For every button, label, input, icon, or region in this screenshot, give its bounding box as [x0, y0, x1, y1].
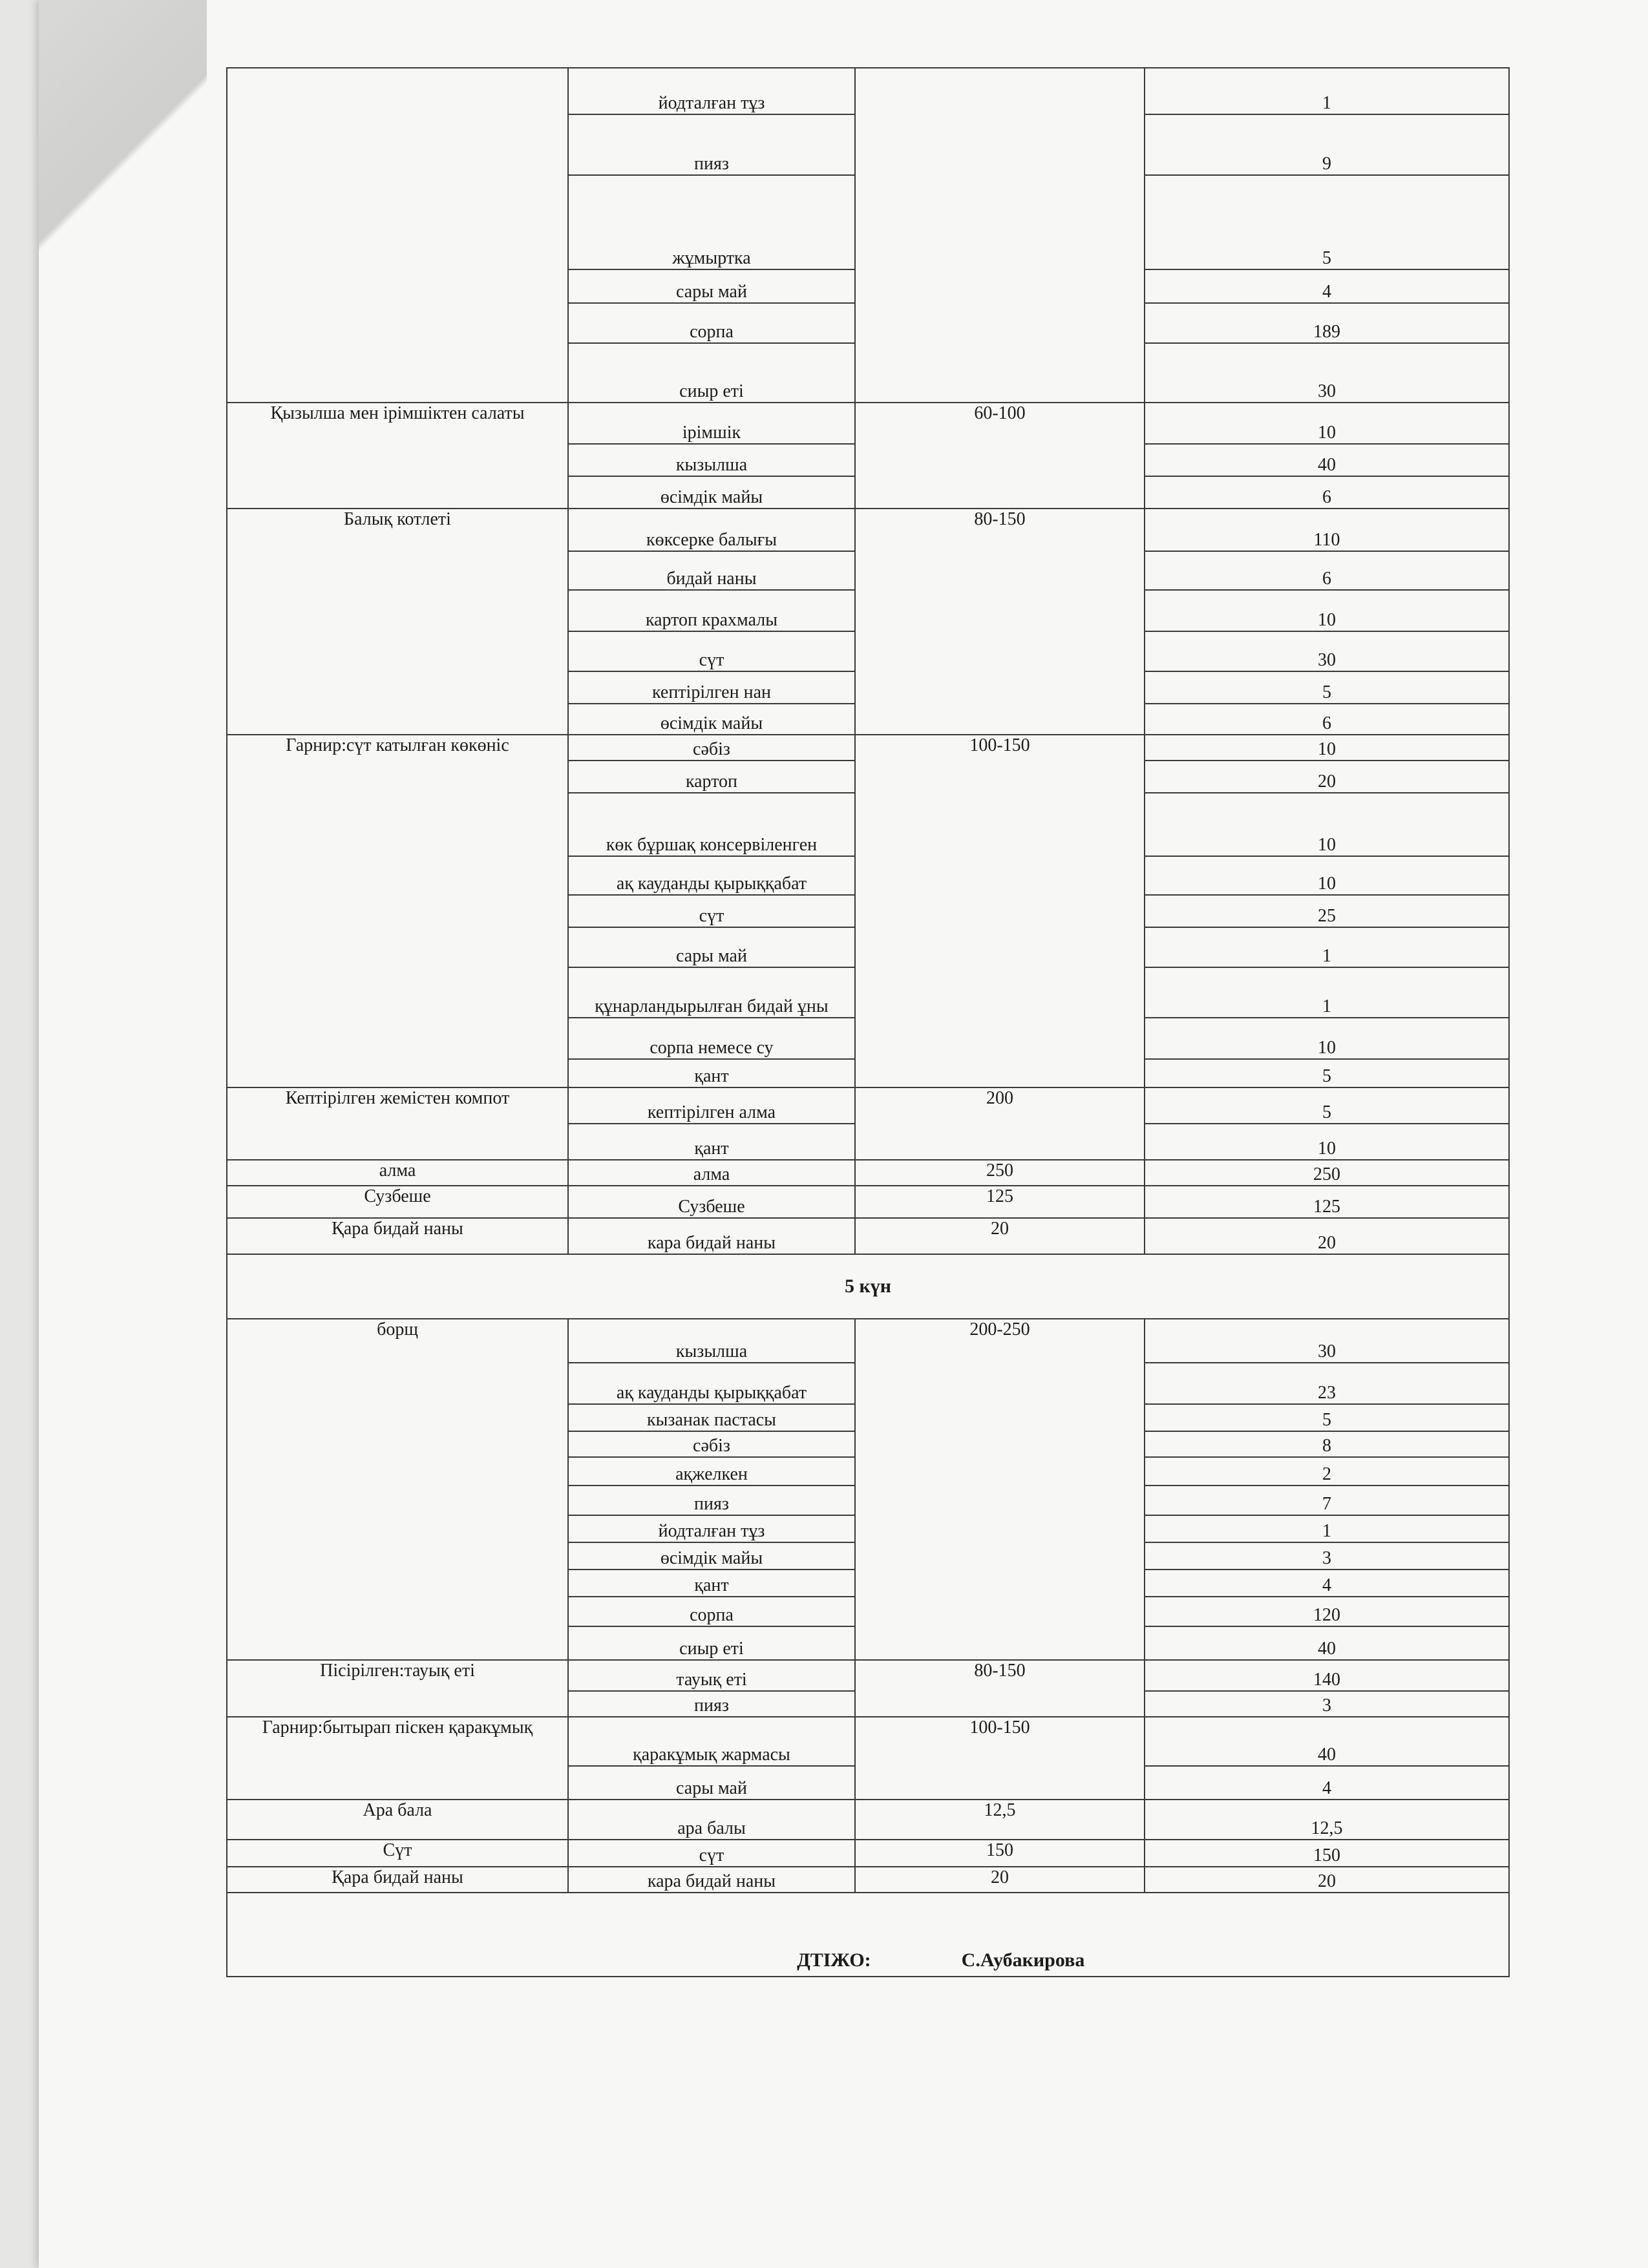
- portion-cell: 80-150: [855, 509, 1145, 735]
- amount-cell: 10: [1145, 735, 1509, 761]
- ingredient-cell: сиыр еті: [568, 343, 855, 403]
- ingredient-cell: ақжелкен: [568, 1457, 855, 1486]
- ingredient-cell: құнарландырылған бидай ұны: [568, 967, 855, 1018]
- ingredient-cell: сүт: [568, 631, 855, 671]
- amount-cell: 10: [1145, 403, 1509, 444]
- dish-name-cell: Гарнир:сүт катылған көкөніс: [227, 735, 568, 1087]
- ingredient-cell: йодталған тұз: [568, 1515, 855, 1542]
- ingredient-cell: ірімшік: [568, 403, 855, 444]
- amount-cell: 40: [1145, 1626, 1509, 1660]
- ingredient-cell: алма: [568, 1160, 855, 1186]
- table-row: [227, 1319, 1509, 1363]
- ingredient-cell: сорпа: [568, 303, 855, 343]
- signature-role: ДТІЖО:: [797, 1949, 871, 1971]
- amount-cell: 7: [1145, 1486, 1509, 1515]
- amount-cell: 10: [1145, 1124, 1509, 1160]
- ingredient-cell: Сузбеше: [568, 1186, 855, 1218]
- table-row: [227, 68, 1509, 114]
- table-row: [227, 1087, 1509, 1124]
- ingredient-cell: кептірілген алма: [568, 1087, 855, 1124]
- amount-cell: 3: [1145, 1691, 1509, 1717]
- amount-cell: 2: [1145, 1457, 1509, 1486]
- portion-cell: 150: [855, 1840, 1145, 1867]
- ingredient-cell: сәбіз: [568, 735, 855, 761]
- amount-cell: 5: [1145, 1087, 1509, 1124]
- amount-cell: 10: [1145, 793, 1509, 856]
- table-row: [227, 1840, 1509, 1867]
- ingredient-cell: сүт: [568, 895, 855, 927]
- portion-cell: 100-150: [855, 735, 1145, 1087]
- amount-cell: 30: [1145, 631, 1509, 671]
- portion-cell: 20: [855, 1867, 1145, 1893]
- page-fold-shadow: [39, 0, 207, 336]
- day-header-row: [227, 1254, 1509, 1319]
- amount-cell: 140: [1145, 1660, 1509, 1691]
- dish-name-cell: Сүт: [227, 1840, 568, 1867]
- ingredient-cell: сорпа: [568, 1597, 855, 1626]
- table-row: [227, 1800, 1509, 1840]
- amount-cell: 189: [1145, 303, 1509, 343]
- ingredient-cell: кара бидай наны: [568, 1867, 855, 1893]
- portion-cell: 200-250: [855, 1319, 1145, 1660]
- ingredient-cell: сары май: [568, 927, 855, 967]
- amount-cell: 6: [1145, 704, 1509, 735]
- ingredient-cell: сиыр еті: [568, 1626, 855, 1660]
- ingredient-cell: көк бұршақ консервіленген: [568, 793, 855, 856]
- amount-cell: 125: [1145, 1186, 1509, 1218]
- ingredient-cell: ара балы: [568, 1800, 855, 1840]
- amount-cell: 20: [1145, 1867, 1509, 1893]
- amount-cell: 23: [1145, 1363, 1509, 1404]
- ingredient-cell: кызылша: [568, 1319, 855, 1363]
- portion-cell: 60-100: [855, 403, 1145, 509]
- ingredient-cell: қант: [568, 1124, 855, 1160]
- amount-cell: 4: [1145, 269, 1509, 303]
- dish-name-cell: Пісірілген:тауық еті: [227, 1660, 568, 1717]
- amount-cell: 6: [1145, 476, 1509, 509]
- ingredient-cell: сары май: [568, 1766, 855, 1800]
- ingredient-cell: көксерке балығы: [568, 509, 855, 551]
- amount-cell: 1: [1145, 68, 1509, 114]
- amount-cell: 1: [1145, 967, 1509, 1018]
- ingredient-cell: кызанак пастасы: [568, 1404, 855, 1431]
- ingredient-cell: ақ кауданды қырыққабат: [568, 1363, 855, 1404]
- footer-group: [227, 1893, 1509, 1977]
- dish-name-cell: [227, 68, 568, 403]
- ingredient-cell: қант: [568, 1059, 855, 1087]
- ingredient-cell: пияз: [568, 1691, 855, 1717]
- day-header-group: [227, 1254, 1509, 1319]
- amount-cell: 150: [1145, 1840, 1509, 1867]
- portion-cell: 125: [855, 1186, 1145, 1218]
- ingredient-cell: қаракұмық жармасы: [568, 1717, 855, 1766]
- portion-cell: 250: [855, 1160, 1145, 1186]
- ingredient-cell: өсімдік майы: [568, 704, 855, 735]
- portion-cell: 20: [855, 1218, 1145, 1254]
- dish-name-cell: борщ: [227, 1319, 568, 1660]
- ingredient-cell: кептірілген нан: [568, 671, 855, 704]
- amount-cell: 10: [1145, 590, 1509, 631]
- table-row: [227, 509, 1509, 551]
- amount-cell: 40: [1145, 444, 1509, 476]
- amount-cell: 10: [1145, 1018, 1509, 1059]
- dish-name-cell: Сузбеше: [227, 1186, 568, 1218]
- signature-row: [227, 1893, 1509, 1977]
- table-row: [227, 1717, 1509, 1766]
- amount-cell: 4: [1145, 1570, 1509, 1597]
- amount-cell: 5: [1145, 671, 1509, 704]
- ingredient-cell: йодталған тұз: [568, 68, 855, 114]
- portion-cell: 100-150: [855, 1717, 1145, 1800]
- amount-cell: 5: [1145, 1404, 1509, 1431]
- dish-name-cell: алма: [227, 1160, 568, 1186]
- ingredient-cell: өсімдік майы: [568, 1542, 855, 1570]
- table-row: [227, 1186, 1509, 1218]
- menu-table: [226, 67, 1510, 1977]
- portion-cell: 80-150: [855, 1660, 1145, 1717]
- signature-name: С.Аубакирова: [961, 1949, 1085, 1971]
- amount-cell: 120: [1145, 1597, 1509, 1626]
- amount-cell: 6: [1145, 551, 1509, 590]
- amount-cell: 110: [1145, 509, 1509, 551]
- ingredient-cell: ақ кауданды қырыққабат: [568, 856, 855, 895]
- ingredient-cell: картоп: [568, 761, 855, 793]
- table-row: [227, 1160, 1509, 1186]
- ingredient-cell: сәбіз: [568, 1431, 855, 1457]
- signature-cell: [227, 1893, 1509, 1977]
- table-row: [227, 735, 1509, 761]
- dish-name-cell: Қызылша мен ірімшіктен салаты: [227, 403, 568, 509]
- amount-cell: 5: [1145, 1059, 1509, 1087]
- amount-cell: 1: [1145, 1515, 1509, 1542]
- amount-cell: 25: [1145, 895, 1509, 927]
- dish-name-cell: Қара бидай наны: [227, 1867, 568, 1893]
- menu-table-body-day5: [227, 1319, 1509, 1893]
- amount-cell: 20: [1145, 1218, 1509, 1254]
- ingredient-cell: кызылша: [568, 444, 855, 476]
- dish-name-cell: Қара бидай наны: [227, 1218, 568, 1254]
- ingredient-cell: пияз: [568, 114, 855, 175]
- amount-cell: 30: [1145, 1319, 1509, 1363]
- ingredient-cell: тауық еті: [568, 1660, 855, 1691]
- ingredient-cell: кара бидай наны: [568, 1218, 855, 1254]
- ingredient-cell: сорпа немесе су: [568, 1018, 855, 1059]
- amount-cell: 30: [1145, 343, 1509, 403]
- amount-cell: 8: [1145, 1431, 1509, 1457]
- amount-cell: 40: [1145, 1717, 1509, 1766]
- ingredient-cell: қант: [568, 1570, 855, 1597]
- dish-name-cell: Балық котлеті: [227, 509, 568, 735]
- amount-cell: 12,5: [1145, 1800, 1509, 1840]
- portion-cell: 12,5: [855, 1800, 1145, 1840]
- menu-table-body-day4: [227, 68, 1509, 1254]
- amount-cell: 20: [1145, 761, 1509, 793]
- document-page: [39, 0, 1648, 2268]
- portion-cell: 200: [855, 1087, 1145, 1160]
- amount-cell: 5: [1145, 175, 1509, 269]
- amount-cell: 3: [1145, 1542, 1509, 1570]
- ingredient-cell: жұмыртка: [568, 175, 855, 269]
- amount-cell: 4: [1145, 1766, 1509, 1800]
- ingredient-cell: картоп крахмалы: [568, 590, 855, 631]
- dish-name-cell: Кептірілген жемістен компот: [227, 1087, 568, 1160]
- table-row: [227, 403, 1509, 444]
- table-row: [227, 1660, 1509, 1691]
- amount-cell: 10: [1145, 856, 1509, 895]
- table-row: [227, 1867, 1509, 1893]
- day-label: 5 күн: [227, 1254, 1509, 1319]
- ingredient-cell: сүт: [568, 1840, 855, 1867]
- ingredient-cell: пияз: [568, 1486, 855, 1515]
- amount-cell: 9: [1145, 114, 1509, 175]
- ingredient-cell: сары май: [568, 269, 855, 303]
- dish-name-cell: Гарнир:бытырап піскен қаракұмық: [227, 1717, 568, 1800]
- dish-name-cell: Ара бала: [227, 1800, 568, 1840]
- table-row: [227, 1218, 1509, 1254]
- portion-cell: [855, 68, 1145, 403]
- amount-cell: 1: [1145, 927, 1509, 967]
- amount-cell: 250: [1145, 1160, 1509, 1186]
- ingredient-cell: бидай наны: [568, 551, 855, 590]
- ingredient-cell: өсімдік майы: [568, 476, 855, 509]
